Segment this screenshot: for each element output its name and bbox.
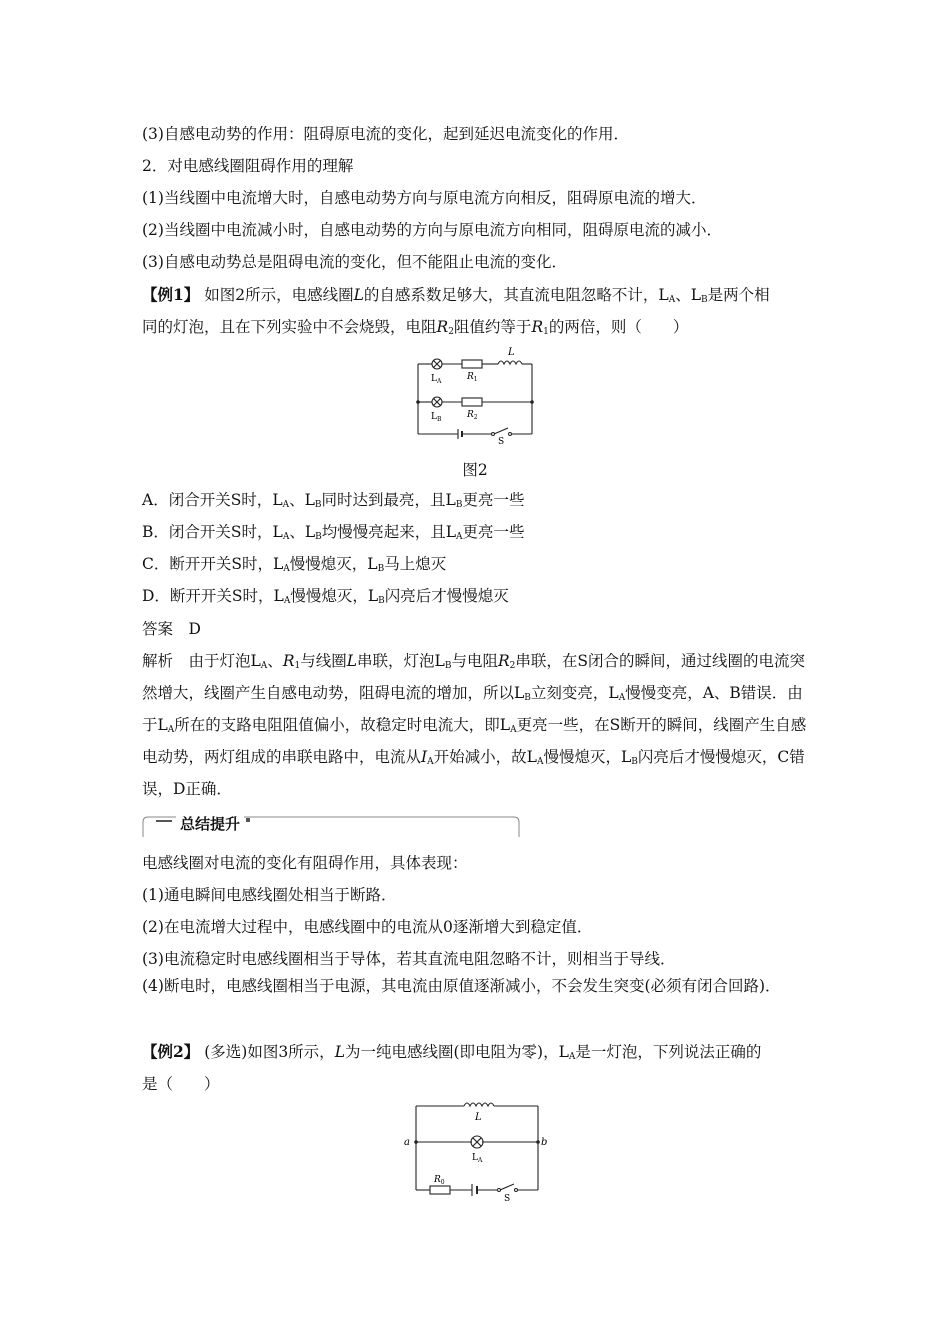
summary-line: 电感线圈对电流的变化有阻碍作用，具体表现： (142, 854, 468, 872)
option-d: D．断开开关S时，$L_A$慢慢熄灭，$L_B$闪亮后才慢慢熄灭 (142, 587, 509, 606)
option-a: A．闭合开关S时，$L_A$、$L_B$同时达到最亮，且$L_B$更亮一些 (142, 491, 525, 510)
text-line: (3)自感电动势总是阻碍电流的变化，但不能阻止电流的变化． (142, 253, 567, 271)
summary-header (142, 812, 520, 838)
analysis-paragraph: 解析 由于灯泡$L_A$、$R_1$与线圈L串联，灯泡$L_B$与电阻$R_2$串联，在S闭合的瞬间，通过线圈的电流突然增大，线圈产生自感电动势，阻碍电流的增加，所以$L_B$立刻变亮，$L_A$慢慢变亮，A、B错误．由于$L_A$所在的支路电阻阻值偏小，故稳定时电流大，即$L_A$更亮一些，在S断开的瞬间，线圈产生自感电动势，两灯组成的串联电路中，电流从$I_A$开始减小，故$L_A$慢慢熄灭，$L_B$闪亮后才慢慢熄灭，C错误，D正确． (142, 652, 807, 798)
text-line: (2)当线圈中电流减小时，自感电动势的方向与原电流方向相同，阻碍原电流的减小． (142, 221, 722, 239)
node-a-label: a (404, 1137, 410, 1148)
inductor-label: L (508, 347, 515, 358)
summary-line: (2)在电流增大过程中，电感线圈中的电流从0逐渐增大到稳定值． (142, 918, 593, 936)
summary-line: (3)电流稳定时电感线圈相当于导体，若其直流电阻忽略不计，则相当于导线． (142, 950, 676, 968)
summary-line: (1)通电瞬间电感线圈处相当于断路． (142, 886, 397, 904)
example1-stem-line2: 同的灯泡，且在下列实验中不会烧毁，电阻$R_2$阻值约等于$R_1$的两倍，则（ ） (142, 318, 689, 337)
text-line: (3)自感电动势的作用：阻碍原电流的变化，起到延迟电流变化的作用． (142, 125, 629, 143)
lamp-a-label: $L_A$ (431, 374, 442, 385)
text-line: 2．对电感线圈阻碍作用的理解 (142, 157, 354, 175)
switch-label: S (498, 437, 505, 444)
lamp-a-label: $L_A$ (472, 1153, 483, 1164)
option-c: C．断开开关S时，$L_A$慢慢熄灭，$L_B$马上熄灭 (142, 555, 447, 574)
lamp-b-label: $L_B$ (431, 412, 442, 423)
inductor-label: L (475, 1112, 482, 1123)
example1-stem-line1: 【例1】 如图2所示，电感线圈L的自感系数足够大，其直流电阻忽略不计，$L_A$、$L_B$是两个相 (142, 285, 770, 305)
figure-caption: 图2 (462, 461, 488, 479)
option-b: B．闭合开关S时，$L_A$、$L_B$均慢慢亮起来，且$L_A$更亮一些 (142, 523, 525, 542)
example2-stem-line2: 是（ ） (142, 1075, 220, 1093)
answer: 答案 D (142, 620, 201, 638)
example1-tag: 【例1】 (142, 285, 200, 304)
circuit-diagram-figure3 (402, 1098, 552, 1202)
resistor-r1-label: $R_1$ (467, 372, 478, 383)
summary-title: 总结提升 (176, 813, 244, 834)
switch-label: S (504, 1194, 511, 1202)
resistor-r0-label: $R_0$ (434, 1175, 445, 1186)
summary-line: (4)断电时，电感线圈相当于电源，其电流由原值逐渐减小，不会发生突变(必须有闭合回路)． (142, 977, 781, 995)
text-line: (1)当线圈中电流增大时，自感电动势方向与原电流方向相反，阻碍原电流的增大． (142, 189, 707, 207)
example2-stem-line1: 【例2】 (多选)如图3所示，L为一纯电感线圈(即电阻为零)，$L_A$是一灯泡，下列说法正确的 (142, 1042, 762, 1062)
circuit-diagram-figure2 (410, 344, 540, 444)
node-b-label: b (541, 1137, 548, 1148)
example2-tag: 【例2】 (142, 1042, 200, 1061)
resistor-r2-label: $R_2$ (467, 410, 478, 421)
